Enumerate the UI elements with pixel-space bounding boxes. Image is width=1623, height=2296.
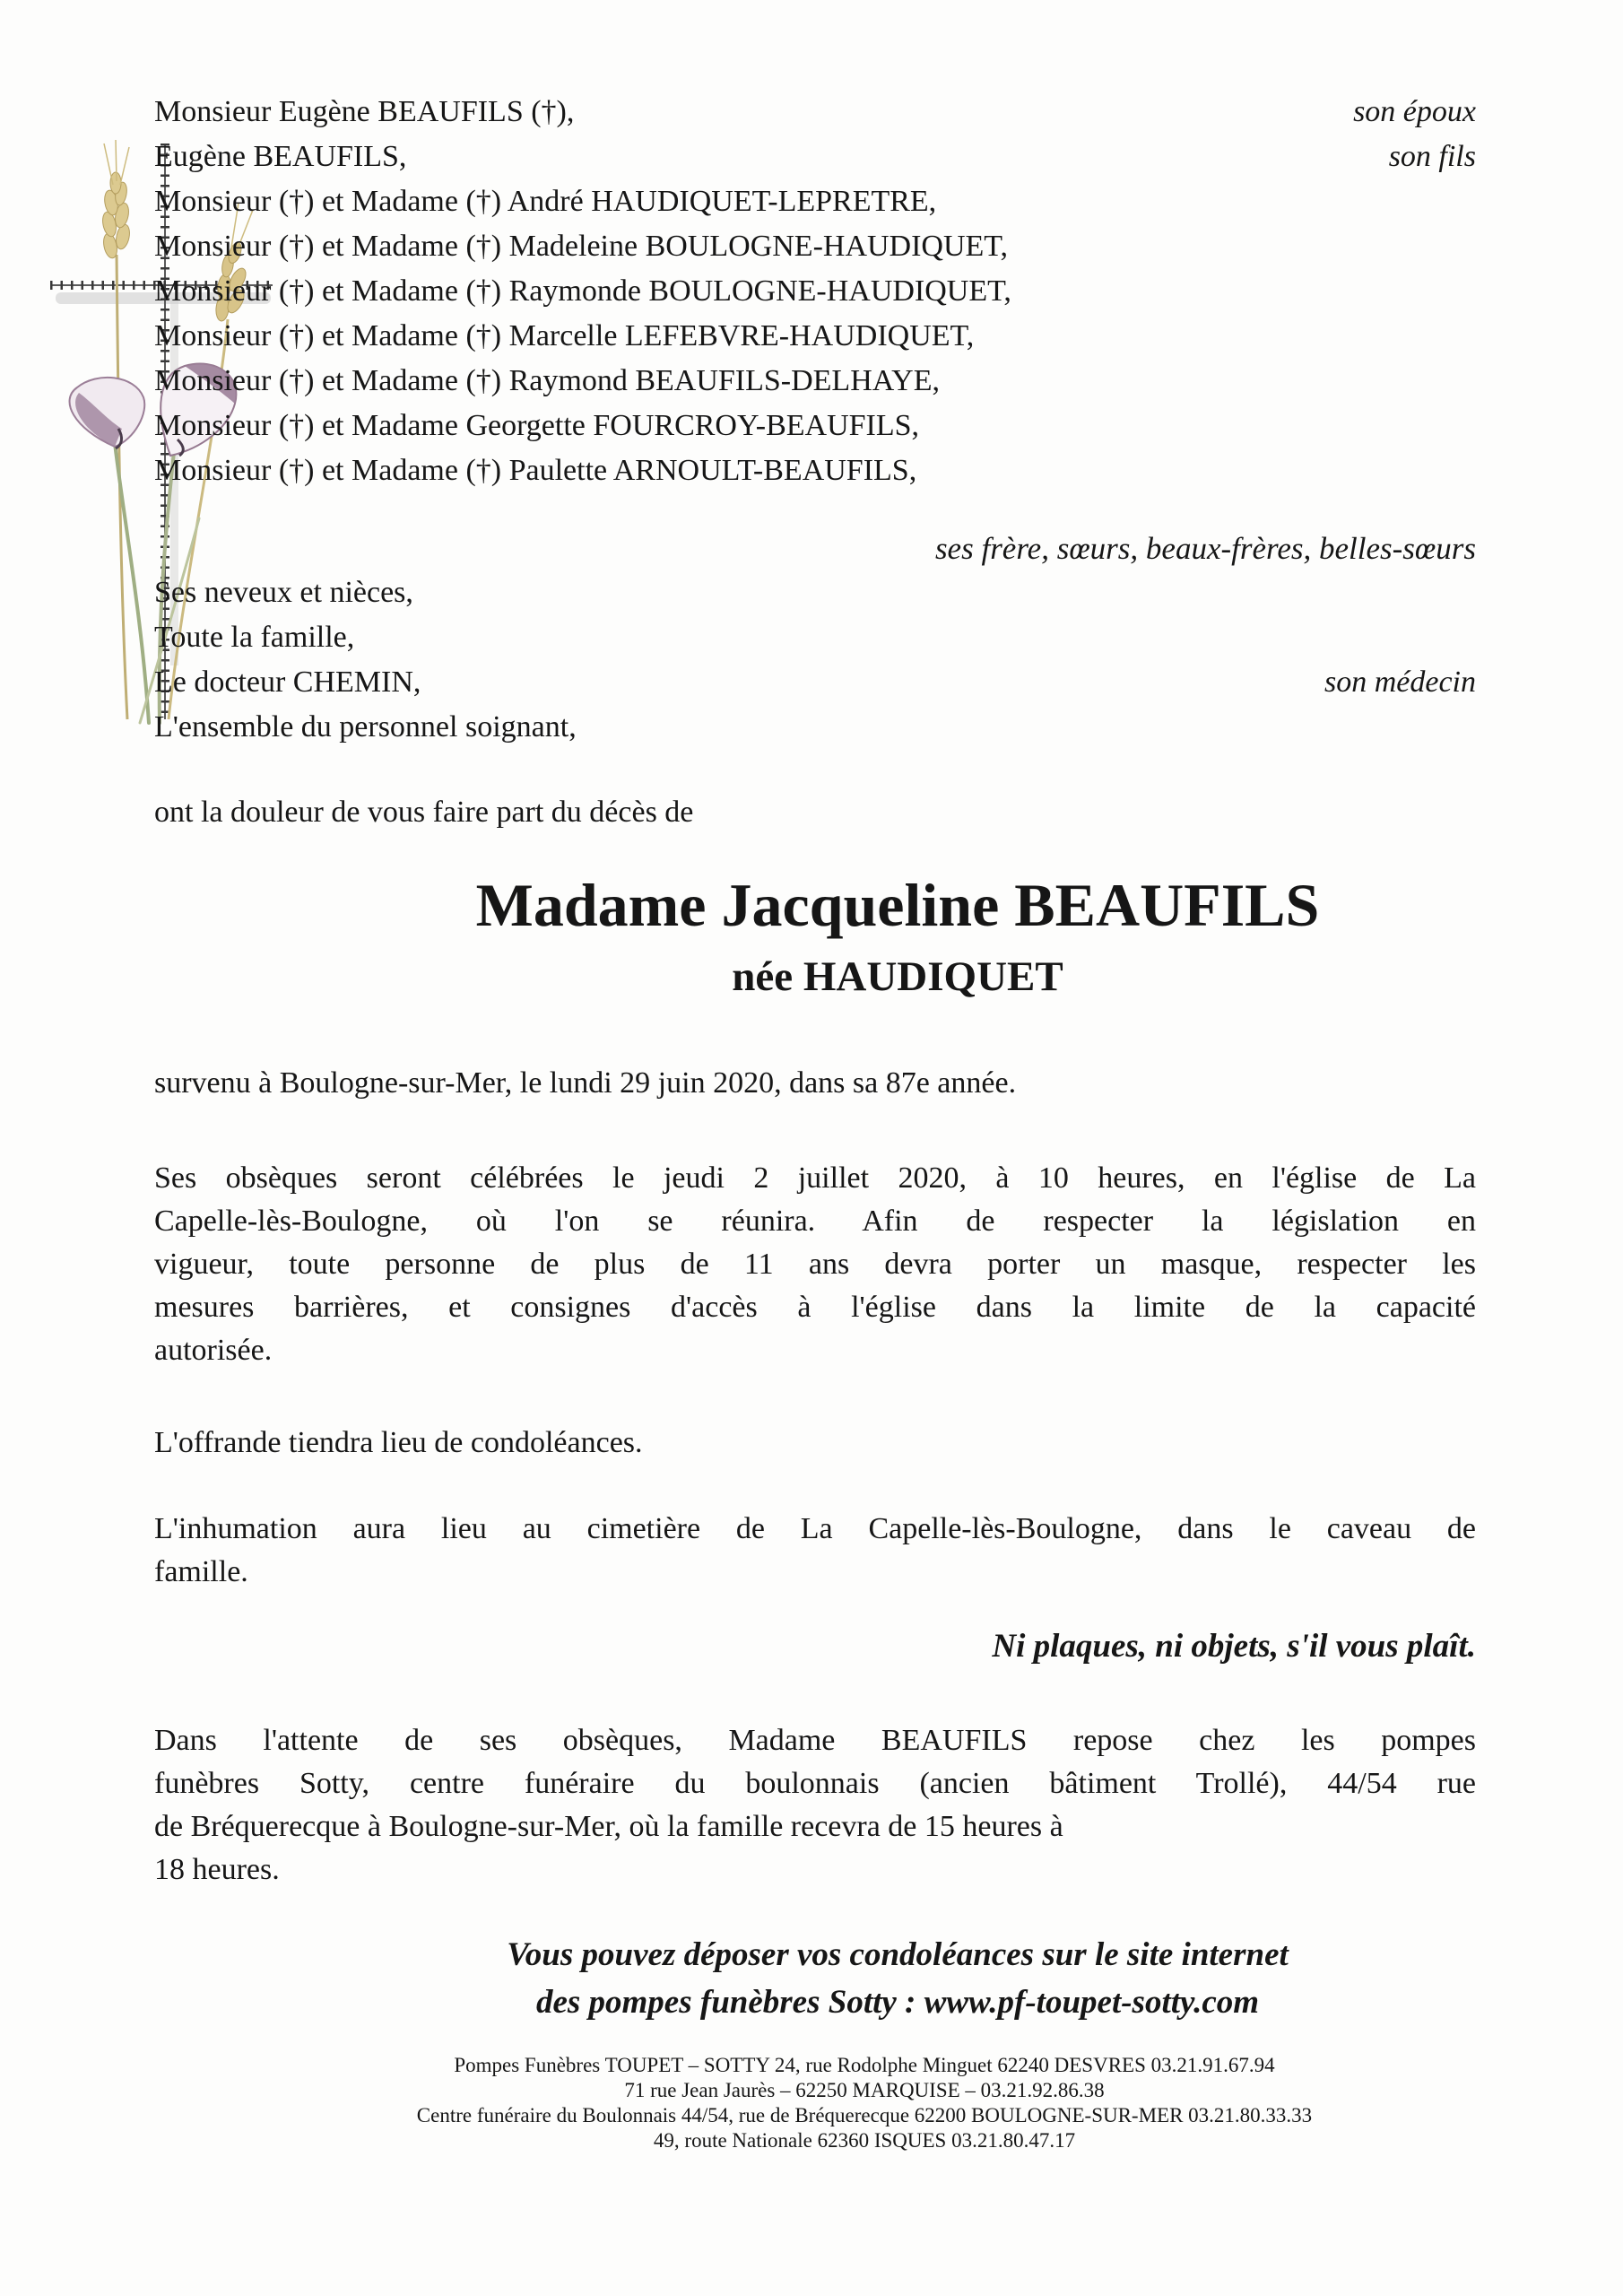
family-line-text: Monsieur (†) et Madame (†) Raymond BEAUFILS-DELHAYE, (154, 364, 940, 397)
family-line (154, 90, 1476, 135)
funeral-paragraph-line: autorisée. (154, 1334, 273, 1367)
offering-line: L'offrande tiendra lieu de condoléances. (154, 1426, 643, 1459)
intro-line: ont la douleur de vous faire part du décès de (154, 796, 694, 829)
closing-line-text: L'ensemble du personnel soignant, (154, 710, 577, 744)
relations-line: ses frère, sœurs, beaux-frères, belles-sœurs (934, 531, 1476, 566)
family-line (154, 359, 1476, 404)
family-line (154, 179, 1476, 224)
family-line-text: Monsieur (†) et Madame (†) Raymonde BOULOGNE-HAUDIQUET, (154, 274, 1011, 308)
relationship-note: son fils (1388, 140, 1476, 173)
funeral-paragraph-line: Capelle-lès-Boulogne, où l'on se réunira. Afin de respecter la législation en (154, 1205, 1476, 1238)
family-line-text: Monsieur (†) et Madame (†) Marcelle LEFEBVRE-HAUDIQUET, (154, 319, 975, 352)
closing-line (154, 660, 1476, 705)
condolences-line: des pompes funèbres Sotty : www.pf-toupet-sotty.com (535, 1984, 1260, 2021)
funeral-paragraph-line: mesures barrières, et consignes d'accès à l'église dans la limite de la capacité (154, 1291, 1476, 1324)
repose-paragraph-line: de Bréquerecque à Boulogne-sur-Mer, où la famille recevra de 15 heures à (154, 1810, 1063, 1843)
maiden-name: née HAUDIQUET (732, 953, 1063, 1000)
footer-line: 71 rue Jean Jaurès – 62250 MARQUISE – 03.21.92.86.38 (624, 2079, 1105, 2101)
family-line (154, 224, 1476, 269)
closing-names-list (154, 570, 1476, 750)
online-condolences-note (237, 1931, 1558, 2026)
family-line (154, 448, 1476, 493)
death-notice: survenu à Boulogne-sur-Mer, le lundi 29 juin 2020, dans sa 87e année. (154, 1066, 1017, 1100)
relationship-note: son époux (1353, 95, 1476, 128)
repose-paragraph (154, 1719, 1476, 1892)
relationship-note: son médecin (1324, 665, 1476, 699)
funeral-paragraph-line: Ses obsèques seront célébrées le jeudi 2 juillet 2020, à 10 heures, en l'église de La (154, 1161, 1476, 1195)
repose-paragraph-line: funèbres Sotty, centre funéraire du boulonnais (ancien bâtiment Trollé), 44/54 rue (154, 1767, 1476, 1800)
closing-line (154, 705, 1476, 750)
funeral-paragraph-line: vigueur, toute personne de plus de 11 ans devra porter un masque, respecter les (154, 1248, 1476, 1281)
family-line-text: Monsieur (†) et Madame (†) Madeleine BOULOGNE-HAUDIQUET, (154, 230, 1009, 263)
closing-line-text: Toute la famille, (154, 621, 355, 654)
family-line (154, 404, 1476, 448)
family-line (154, 135, 1476, 179)
family-line-text: Monsieur Eugène BEAUFILS (†), (154, 95, 575, 128)
burial-paragraph (154, 1508, 1476, 1594)
closing-line (154, 570, 1476, 615)
no-plaques-line: Ni plaques, ni objets, s'il vous plaît. (992, 1628, 1476, 1665)
footer-line: Centre funéraire du Boulonnais 44/54, rue de Bréquerecque 62200 BOULOGNE-SUR-MER 03.21.80.33.33 (416, 2104, 1313, 2126)
family-line (154, 314, 1476, 359)
title-block (237, 868, 1558, 1003)
funeral-home-footer (204, 2053, 1525, 2153)
family-line (154, 269, 1476, 314)
footer-line: 49, route Nationale 62360 ISQUES 03.21.80.47.17 (653, 2129, 1076, 2152)
repose-paragraph-line: 18 heures. (154, 1853, 280, 1886)
family-names-list (154, 90, 1476, 493)
deceased-name: Madame Jacqueline BEAUFILS (475, 871, 1320, 939)
closing-line-text: Ses neveux et nièces, (154, 576, 413, 609)
family-line-text: Eugène BEAUFILS, (154, 140, 407, 173)
repose-paragraph-line: Dans l'attente de ses obsèques, Madame BEAUFILS repose chez les pompes (154, 1724, 1476, 1757)
family-line-text: Monsieur (†) et Madame (†) André HAUDIQUET-LEPRETRE, (154, 185, 937, 218)
footer-line: Pompes Funèbres TOUPET – SOTTY 24, rue Rodolphe Minguet 62240 DESVRES 03.21.91.67.94 (454, 2054, 1275, 2076)
funeral-paragraph (154, 1157, 1476, 1372)
family-line-text: Monsieur (†) et Madame Georgette FOURCROY-BEAUFILS, (154, 409, 920, 442)
burial-paragraph-line: famille. (154, 1555, 248, 1588)
announcement-body (0, 90, 1623, 2153)
burial-paragraph-line: L'inhumation aura lieu au cimetière de La Capelle-lès-Boulogne, dans le caveau de (154, 1512, 1476, 1545)
condolences-line: Vous pouvez déposer vos condoléances sur le site internet (507, 1936, 1289, 1973)
closing-line-text: Le docteur CHEMIN, (154, 665, 421, 699)
family-line-text: Monsieur (†) et Madame (†) Paulette ARNOULT-BEAUFILS, (154, 454, 917, 487)
closing-line (154, 615, 1476, 660)
